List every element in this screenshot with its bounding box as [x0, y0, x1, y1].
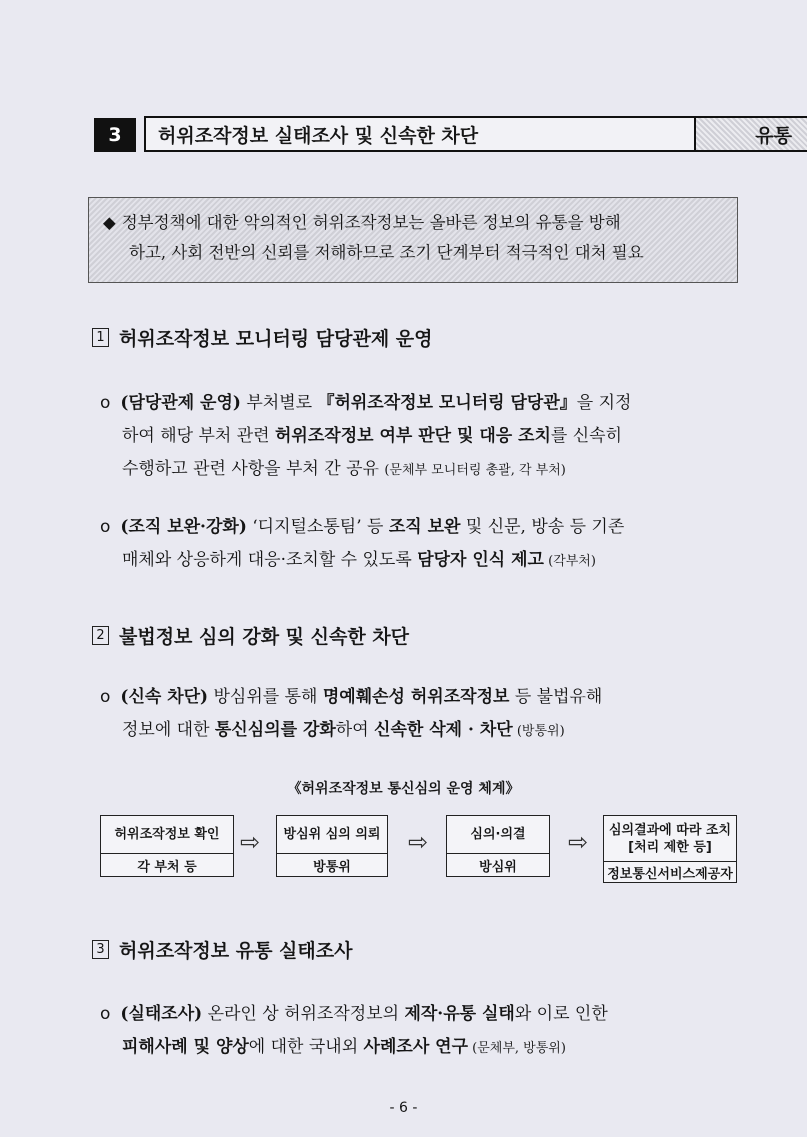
text: 온라인 상 허위조작정보의: [202, 1004, 405, 1024]
flow-box-label: 허위조작정보 확인: [101, 816, 233, 854]
circle-bullet-icon: o: [100, 517, 111, 537]
flow-box-actor: 각 부처 등: [137, 859, 197, 875]
text: 에 대한 국내외: [248, 1037, 364, 1057]
emphasis: 『허위조작정보 모니터링 담당관』: [317, 393, 577, 413]
summary-line-2: 하고, 사회 전반의 신뢰를 저해하므로 조기 단계부터 적극적인 대처 필요: [129, 243, 644, 262]
text: 하여 해당 부처 관련: [122, 426, 275, 446]
agency-note: (각부처): [543, 554, 596, 569]
paragraph-lead: (조직 보완·강화): [120, 517, 247, 537]
text: 매체와 상응하게 대응·조치할 수 있도록: [122, 550, 418, 570]
circle-bullet-icon: o: [100, 1004, 111, 1024]
text: 정보에 대한: [122, 720, 215, 740]
section-tag: 유통: [694, 116, 807, 152]
emphasis: 신속한 삭제 · 차단: [374, 720, 513, 740]
subsection-number: 3: [92, 940, 109, 959]
text: 를 신속히: [550, 426, 623, 446]
flow-box-label: [604, 816, 736, 862]
text: 부처별로: [240, 393, 318, 413]
emphasis: 명예훼손성 허위조작정보: [322, 687, 510, 707]
emphasis: 조직 보완: [388, 517, 461, 537]
paragraph-blocking: [100, 681, 750, 748]
summary-line-1: 정부정책에 대한 악의적인 허위조작정보는 올바른 정보의 유통을 방해: [121, 213, 621, 232]
subsection-number: 2: [92, 626, 109, 645]
subsection-2-header: [92, 622, 409, 649]
flow-box-label: 방심위 심의 의뢰: [277, 816, 387, 854]
diamond-bullet-icon: ◆: [103, 213, 116, 232]
hollow-right-arrow-icon: ⇨: [240, 828, 261, 856]
summary-box: [88, 197, 738, 283]
subsection-title: 허위조작정보 모니터링 담당관제 운영: [119, 328, 433, 350]
emphasis: 사례조사 연구: [363, 1037, 468, 1057]
circle-bullet-icon: o: [100, 687, 111, 707]
text: 및 신문, 방송 등 기존: [460, 517, 625, 537]
subsection-1-header: [92, 324, 433, 351]
emphasis: 허위조작정보 여부 판단 및 대응 조치: [275, 426, 551, 446]
paragraph-monitoring: [100, 387, 750, 487]
circle-bullet-icon: o: [100, 393, 111, 413]
diagram-title: 《허위조작정보 통신심의 운영 체계》: [287, 781, 520, 797]
section-title: 허위조작정보 실태조사 및 신속한 차단: [144, 116, 694, 152]
paragraph-lead: (담당관제 운영): [120, 393, 241, 413]
emphasis: 담당자 인식 제고: [417, 550, 544, 570]
paragraph-lead: (실태조사): [120, 1004, 203, 1024]
flow-box-actor: 정보통신서비스제공자: [607, 866, 733, 882]
agency-note: (문체부 모니터링 총괄, 각 부처): [384, 463, 566, 478]
paragraph-organization: [100, 511, 750, 578]
text: 을 지정: [576, 393, 632, 413]
hollow-right-arrow-icon: ⇨: [408, 828, 429, 856]
flow-box-action: [603, 815, 737, 883]
subsection-3-header: [92, 936, 352, 963]
flow-box-label-line: 심의결과에 따라 조치: [608, 822, 732, 838]
page-number: - 6 -: [389, 1100, 418, 1116]
paragraph-line: [100, 420, 750, 453]
flow-box-confirm: [100, 815, 234, 877]
text: 와 이로 인한: [514, 1004, 608, 1024]
agency-note: (방통위): [512, 724, 565, 739]
paragraph-line: [100, 453, 750, 487]
subsection-title: 허위조작정보 유통 실태조사: [119, 940, 353, 962]
hollow-right-arrow-icon: ⇨: [568, 828, 589, 856]
flow-box-label: 심의·의결: [447, 816, 549, 854]
flow-box-request: [276, 815, 388, 877]
flow-box-actor: 방심위: [479, 859, 517, 875]
text: ‘디지털소통팀’ 등: [246, 517, 389, 537]
paragraph-line: [100, 1031, 750, 1065]
subsection-title: 불법정보 심의 강화 및 신속한 차단: [119, 626, 410, 648]
emphasis: 피해사례 및 양상: [122, 1037, 249, 1057]
flow-box-label-line: [처리 제한 등]: [628, 839, 712, 855]
paragraph-line: [100, 714, 750, 748]
section-number: 3: [94, 118, 136, 152]
paragraph-lead: (신속 차단): [120, 687, 209, 707]
paragraph-survey: [100, 998, 750, 1065]
paragraph-line: [100, 544, 750, 578]
subsection-number: 1: [92, 328, 109, 347]
emphasis: 통신심의를 강화: [214, 720, 336, 740]
emphasis: 제작·유통 실태: [404, 1004, 515, 1024]
flow-box-actor: 방통위: [313, 859, 351, 875]
text: 하여: [335, 720, 375, 740]
flow-box-review: [446, 815, 550, 877]
agency-note: (문체부, 방통위): [468, 1041, 566, 1056]
text: 등 불법유해: [509, 687, 603, 707]
text: 방심위를 통해: [208, 687, 323, 707]
section-header: [92, 116, 792, 154]
text: 수행하고 관련 사항을 부처 간 공유: [122, 459, 385, 479]
